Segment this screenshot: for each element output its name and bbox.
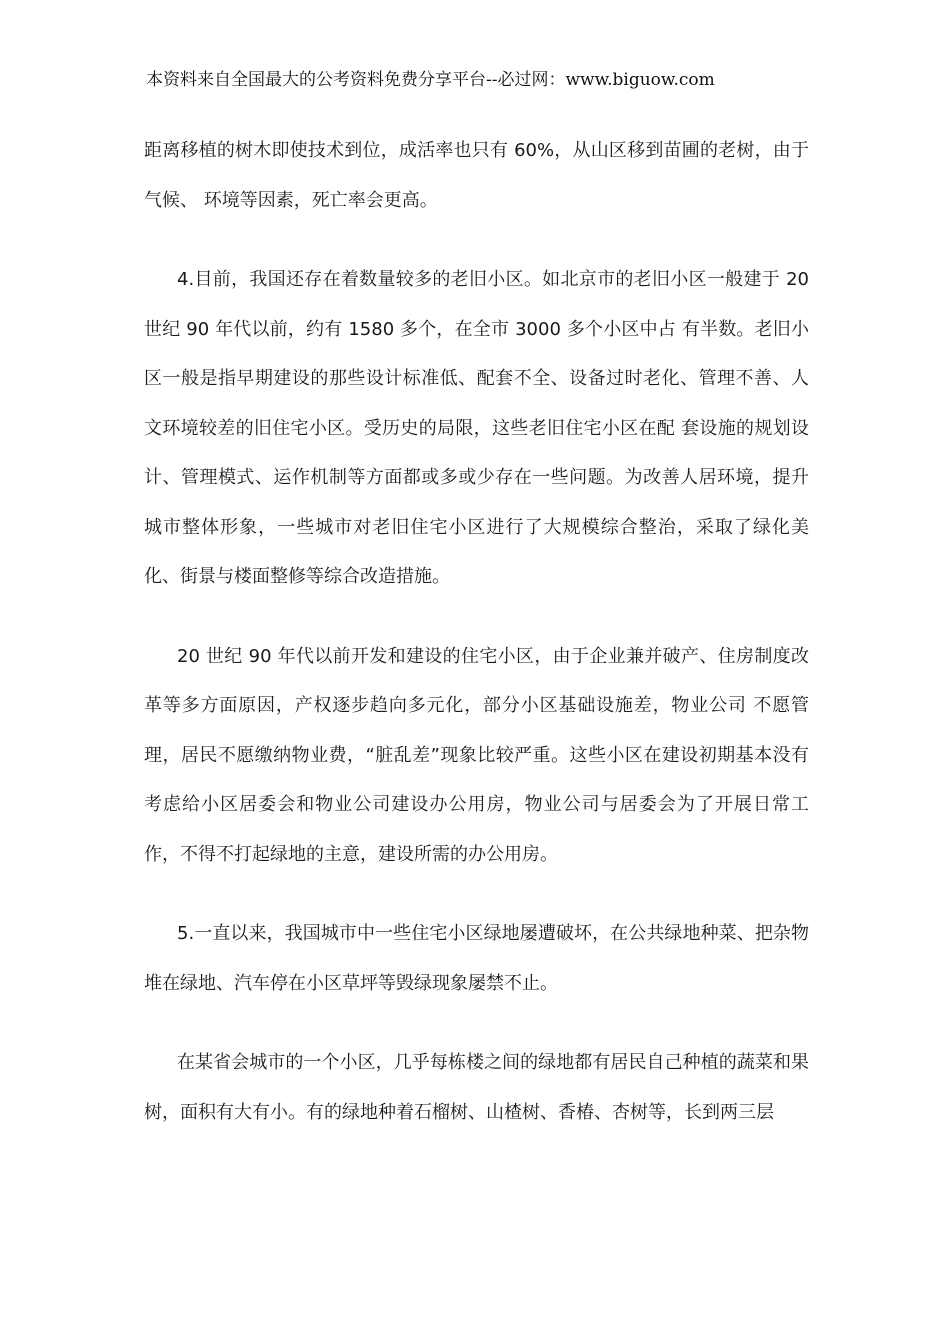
- paragraph-2: 4.目前，我国还存在着数量较多的老旧小区。如北京市的老旧小区一般建于 20 世纪 90 年代以前，约有 1580 多个，在全市 3000 多个小区中占 有半数。老旧小区一般是指早期建设的那些设计标准低、配套不全、设备过时老化、管理不善、人文环境较差的旧住宅小区。受历史的局限，这些老旧住宅小区在配 套设施的规划设计、管理模式、运作机制等方面都或多或少存在一些问题。为改善人居环境，提升城市整体形象，一些城市对老旧住宅小区进行了大规模综合整治，采取了绿化美化、街景与楼面整修等综合改造措施。: [144, 269, 809, 587]
- paragraph-1: 距离移植的树木即使技术到位，成活率也只有 60%，从山区移到苗圃的老树，由于气候、 环境等因素，死亡率会更高。: [144, 140, 809, 211]
- paragraph-3: 20 世纪 90 年代以前开发和建设的住宅小区，由于企业兼并破产、住房制度改革等多方面原因，产权逐步趋向多元化，部分小区基础设施差，物业公司 不愿管理，居民不愿缴纳物业费，“脏乱差”现象比较严重。这些小区在建设初期基本没有考虑给小区居委会和物业公司建设办公用房，物业公司与居委会为了开展日常工作，不得不打起绿地的主意，建设所需的办公用房。: [144, 645, 809, 865]
- document-body: [144, 126, 809, 1167]
- page-header: 本资料来自全国最大的公考资料免费分享平台--必过网：www.biguow.com: [146, 70, 715, 90]
- paragraph-4: 5.一直以来，我国城市中一些住宅小区绿地屡遭破坏，在公共绿地种菜、把杂物堆在绿地、汽车停在小区草坪等毁绿现象屡禁不止。: [144, 923, 809, 994]
- paragraph-5: 在某省会城市的一个小区，几乎每栋楼之间的绿地都有居民自己种植的蔬菜和果树，面积有大有小。有的绿地种着石榴树、山楂树、香椿、杏树等，长到两三层: [144, 1052, 809, 1123]
